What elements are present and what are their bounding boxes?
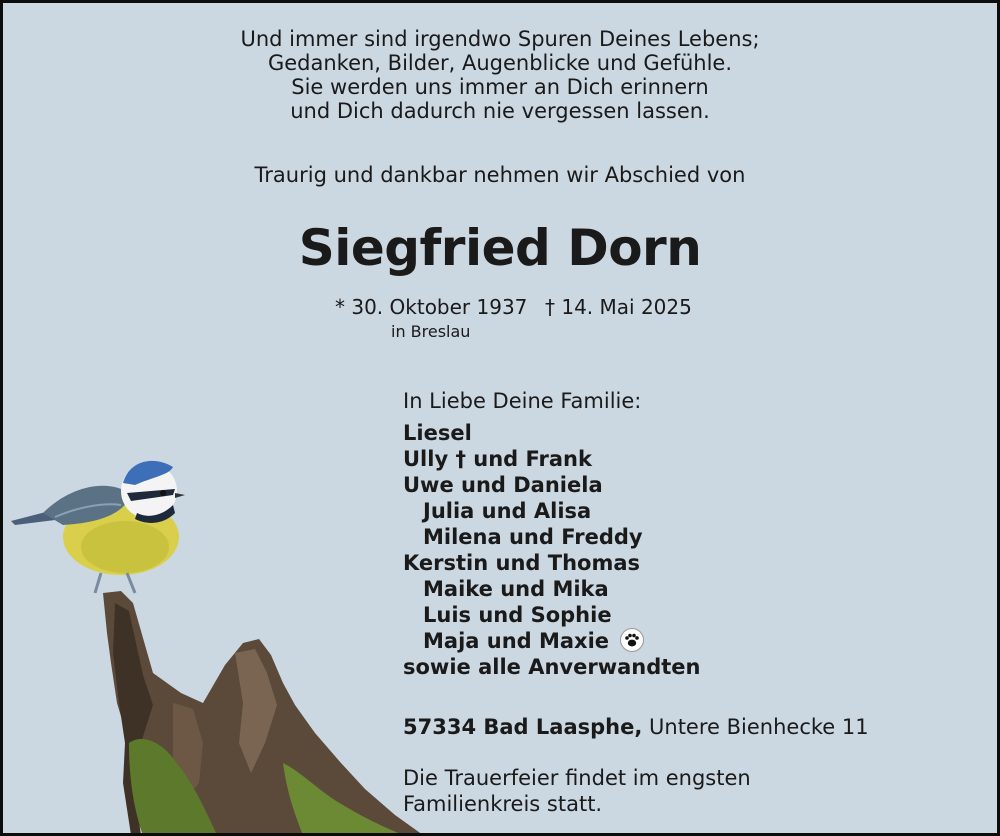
intro-text: Traurig und dankbar nehmen wir Abschied von (254, 163, 746, 187)
family-member: Kerstin und Thomas (403, 551, 640, 575)
family-list (403, 420, 700, 680)
deceased-name: Siegfried Dorn (298, 219, 702, 277)
service-note (403, 765, 751, 817)
death-date: † 14. Mai 2025 (545, 295, 692, 319)
family-member-label: Maja und Maxie (423, 629, 610, 653)
poem-line: Und immer sind irgendwo Spuren Deines Lebens; (240, 27, 760, 51)
family-member: Julia und Alisa (423, 499, 592, 523)
blue-tit-illustration (3, 443, 443, 835)
family-member: sowie alle Anverwandten (403, 655, 701, 679)
service-line: Familienkreis statt. (403, 792, 603, 816)
address-city: 57334 Bad Laasphe, (403, 715, 643, 739)
paw-print-icon (620, 628, 644, 652)
poem-line: Sie werden uns immer an Dich erinnern (291, 75, 709, 99)
birthplace: in Breslau (391, 322, 471, 341)
service-line: Die Trauerfeier findet im engsten (403, 766, 751, 790)
family-member-with-pet (403, 628, 700, 654)
family-heading: In Liebe Deine Familie: (403, 389, 642, 413)
family-member: Ully † und Frank (403, 447, 592, 471)
family-member: Luis und Sophie (423, 603, 612, 627)
family-member: Uwe und Daniela (403, 473, 603, 497)
family-member: Maike und Mika (423, 577, 609, 601)
poem-line: und Dich dadurch nie vergessen lassen. (290, 99, 710, 123)
poem-line: Gedanken, Bilder, Augenblicke und Gefühle. (267, 51, 733, 75)
poem (3, 27, 997, 123)
address (403, 715, 869, 739)
address-street: Untere Bienhecke 11 (649, 715, 869, 739)
family-member: Liesel (403, 421, 472, 445)
family-member: Milena und Freddy (423, 525, 643, 549)
birth-date: * 30. Oktober 1937 (335, 295, 528, 319)
